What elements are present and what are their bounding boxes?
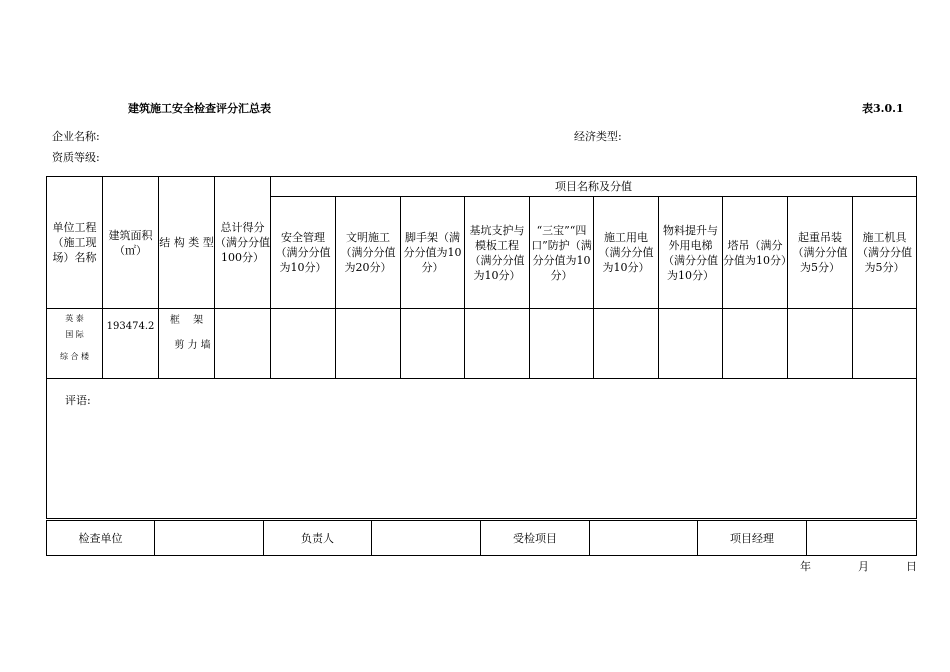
col-item-scaffold: 脚手架（满分分值为10分） [401, 197, 465, 309]
col-items-header: 项目名称及分值 [271, 177, 917, 197]
project-manager-field [807, 521, 917, 556]
col-area: 建筑面积（㎡） [103, 177, 159, 309]
cell-area: 193474.2 [103, 309, 159, 379]
col-item-lifting: 起重吊装（满分分值为5分） [788, 197, 853, 309]
inspect-unit-label: 检查单位 [47, 521, 155, 556]
cell-score [723, 309, 788, 379]
economy-type-label: 经济类型: [574, 130, 622, 143]
date-month: 月 [858, 560, 869, 573]
cell-total [215, 309, 271, 379]
table-number: 表3.0.1 [862, 102, 904, 115]
project-manager-label: 项目经理 [698, 521, 807, 556]
col-item-hoist-elevator: 物料提升与外用电梯（满分分值为10分） [659, 197, 723, 309]
date-year: 年 [800, 560, 811, 573]
date-day: 日 [906, 560, 917, 573]
col-structure: 结 构 类 型 [159, 177, 215, 309]
col-item-machinery: 施工机具（满分分值为5分） [853, 197, 917, 309]
company-name-label: 企业名称: [52, 130, 100, 143]
col-item-tower-crane: 塔吊（满分分值为10分） [723, 197, 788, 309]
cell-structure: 框 架 剪 力 墙 [159, 309, 215, 379]
cell-unit-name: 英 泰 国 际 综 合 楼 [47, 309, 103, 379]
cell-score [788, 309, 853, 379]
cell-score [336, 309, 401, 379]
inspected-project-label: 受检项目 [481, 521, 590, 556]
cell-score [530, 309, 594, 379]
cell-score [401, 309, 465, 379]
table-row [47, 309, 917, 379]
summary-table [46, 176, 917, 519]
inspected-project-field [590, 521, 698, 556]
col-item-civil-construction: 文明施工（满分分值为20分） [336, 197, 401, 309]
col-total: 总计得分（满分分值100分） [215, 177, 271, 309]
comment-label: 评语: [65, 394, 91, 407]
responsible-label: 负责人 [264, 521, 372, 556]
signature-table [46, 520, 917, 556]
col-item-safety-mgmt: 安全管理（满分分值为10分） [271, 197, 336, 309]
qualification-label: 资质等级: [52, 151, 100, 164]
cell-score [271, 309, 336, 379]
form-title: 建筑施工安全检查评分汇总表 [128, 102, 271, 115]
col-item-foundation-formwork: 基坑支护与模板工程（满分分值为10分） [465, 197, 530, 309]
cell-score [465, 309, 530, 379]
inspect-unit-field [155, 521, 264, 556]
comment-area [47, 379, 917, 519]
cell-score [659, 309, 723, 379]
col-item-three-treasures: “三宝”“四口”防护（满分分值为10分） [530, 197, 594, 309]
col-unit-name: 单位工程（施工现场）名称 [47, 177, 103, 309]
cell-score [853, 309, 917, 379]
cell-score [594, 309, 659, 379]
responsible-field [372, 521, 481, 556]
col-item-electricity: 施工用电（满分分值为10分） [594, 197, 659, 309]
